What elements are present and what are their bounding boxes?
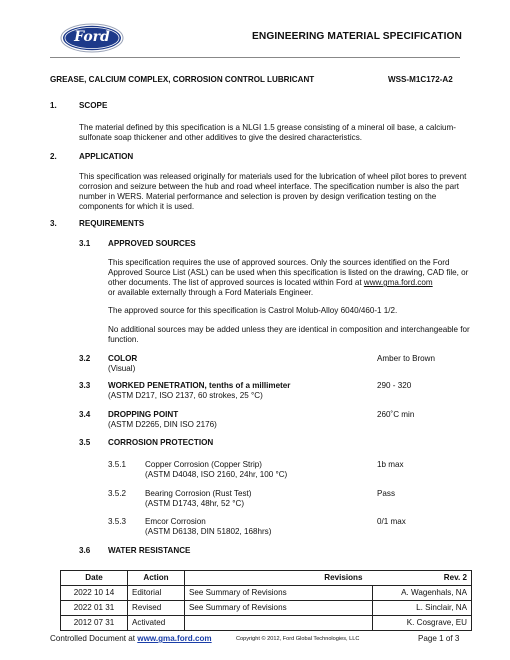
section-3-5-3-title: Emcor Corrosion [145, 517, 206, 526]
revision-date: 2012 07 31 [61, 616, 128, 631]
revision-header-rev: Rev. 2 [373, 571, 472, 586]
revision-action: Activated [128, 616, 185, 631]
section-3-1-paragraph-3: No additional sources may be added unless they are identical in composition and interchangeable for function. [108, 325, 470, 345]
footer-controlled-label: Controlled Document at [50, 634, 138, 643]
section-3-1-title: APPROVED SOURCES [108, 239, 196, 248]
section-3-3-value: 290 - 320 [377, 381, 412, 390]
section-3-6-number: 3.6 [79, 546, 91, 555]
section-1-number: 1. [50, 101, 57, 110]
spec-code: WSS-M1C172-A2 [388, 75, 453, 84]
section-3-5-title: CORROSION PROTECTION [108, 438, 214, 447]
table-row [61, 586, 472, 601]
revision-author: K. Cosgrave, EU [373, 616, 472, 631]
section-3-2-title: COLOR [108, 354, 138, 363]
section-3-2-value: Amber to Brown [377, 354, 436, 363]
section-3-title: REQUIREMENTS [79, 219, 145, 228]
table-row [61, 601, 472, 616]
section-3-5-3-note: (ASTM D6138, DIN 51802, 168hrs) [145, 527, 272, 536]
section-3-6-title: WATER RESISTANCE [108, 546, 191, 555]
section-1-title: SCOPE [79, 101, 108, 110]
ford-logo-text: Ford [74, 29, 110, 45]
footer-copyright: Copyright © 2012, Ford Global Technologies, LLC [236, 636, 360, 642]
section-3-5-3-number: 3.5.3 [108, 517, 127, 526]
revision-description: See Summary of Revisions [185, 586, 373, 601]
table-row [61, 616, 472, 631]
footer-controlled-document [50, 634, 212, 644]
revision-description: See Summary of Revisions [185, 601, 373, 616]
section-3-5-1-title: Copper Corrosion (Copper Strip) [145, 460, 262, 469]
section-3-5-2-title: Bearing Corrosion (Rust Test) [145, 489, 252, 498]
section-2-title: APPLICATION [79, 152, 134, 161]
section-3-5-1-number: 3.5.1 [108, 460, 127, 469]
footer-gma-link[interactable]: www.gma.ford.com [137, 634, 212, 643]
section-3-3-number: 3.3 [79, 381, 91, 390]
section-3-4-number: 3.4 [79, 410, 91, 419]
section-3-2-note: (Visual) [108, 364, 136, 373]
section-2-text: This specification was released originally for materials used for the lubrication of wheel pilot bores to prevent corrosion and seizure between the hub and road wheel interface. The specification number is also the part number in WERS. Material performance and selection is proven by design verification testing on the components for which it is used. [79, 172, 467, 212]
gma-ford-link[interactable]: www.gma.ford.com [363, 278, 433, 288]
section-3-1-text: This specification requires the use of approved sources. Only the sources identified on the Ford Approved Source List (ASL) can be used when this specification is listed on the drawing, CAD file, or other documents. The list of approved sources is located within Ford at [108, 258, 469, 288]
section-3-1-text-tail: or available externally through a Ford Materials Engineer. [108, 288, 314, 298]
revision-header-action: Action [128, 571, 185, 586]
revision-header-revisions-label: Revisions [324, 572, 363, 582]
section-3-5-2-note: (ASTM D1743, 48hr, 52 °C) [145, 499, 245, 508]
section-3-3-note: (ASTM D217, ISO 2137, 60 strokes, 25 °C) [108, 391, 263, 400]
section-3-4-note: (ASTM D2265, DIN ISO 2176) [108, 420, 217, 429]
revision-table [60, 570, 472, 631]
header-divider [50, 57, 460, 58]
revision-header-revisions [185, 571, 373, 586]
section-3-5-3-value: 0/1 max [377, 517, 406, 526]
footer-page-number: Page 1 of 3 [418, 634, 460, 643]
revision-action: Editorial [128, 586, 185, 601]
revision-action: Revised [128, 601, 185, 616]
section-3-5-1-value: 1b max [377, 460, 404, 469]
section-3-2-number: 3.2 [79, 354, 91, 363]
revision-header-row [61, 571, 472, 586]
revision-header-date: Date [61, 571, 128, 586]
revision-author: A. Wagenhals, NA [373, 586, 472, 601]
revision-author: L. Sinclair, NA [373, 601, 472, 616]
revision-date: 2022 10 14 [61, 586, 128, 601]
section-2-number: 2. [50, 152, 57, 161]
section-3-1-paragraph-2: The approved source for this specification is Castrol Molub-Alloy 6040/460-1 1/2. [108, 306, 398, 315]
section-3-4-title: DROPPING POINT [108, 410, 179, 419]
section-3-number: 3. [50, 219, 57, 228]
revision-description [185, 616, 373, 631]
section-3-1-number: 3.1 [79, 239, 91, 248]
section-3-3-title: WORKED PENETRATION, tenths of a millimeter [108, 381, 291, 390]
section-3-1-paragraph-1 [108, 258, 470, 298]
section-3-5-number: 3.5 [79, 438, 91, 447]
document-title: ENGINEERING MATERIAL SPECIFICATION [252, 31, 462, 42]
section-3-4-value: 260˚C min [377, 410, 415, 419]
spec-subject: GREASE, CALCIUM COMPLEX, CORROSION CONTROL LUBRICANT [50, 75, 315, 84]
section-3-5-2-number: 3.5.2 [108, 489, 127, 498]
section-3-5-2-value: Pass [377, 489, 395, 498]
section-1-text: The material defined by this specification is a NLGI 1.5 grease consisting of a mineral oil base, a calcium-sulfonate soap thickener and other additives to give the desired characteristics. [79, 123, 456, 143]
revision-date: 2022 01 31 [61, 601, 128, 616]
section-3-5-1-note: (ASTM D4048, ISO 2160, 24hr, 100 °C) [145, 470, 288, 479]
